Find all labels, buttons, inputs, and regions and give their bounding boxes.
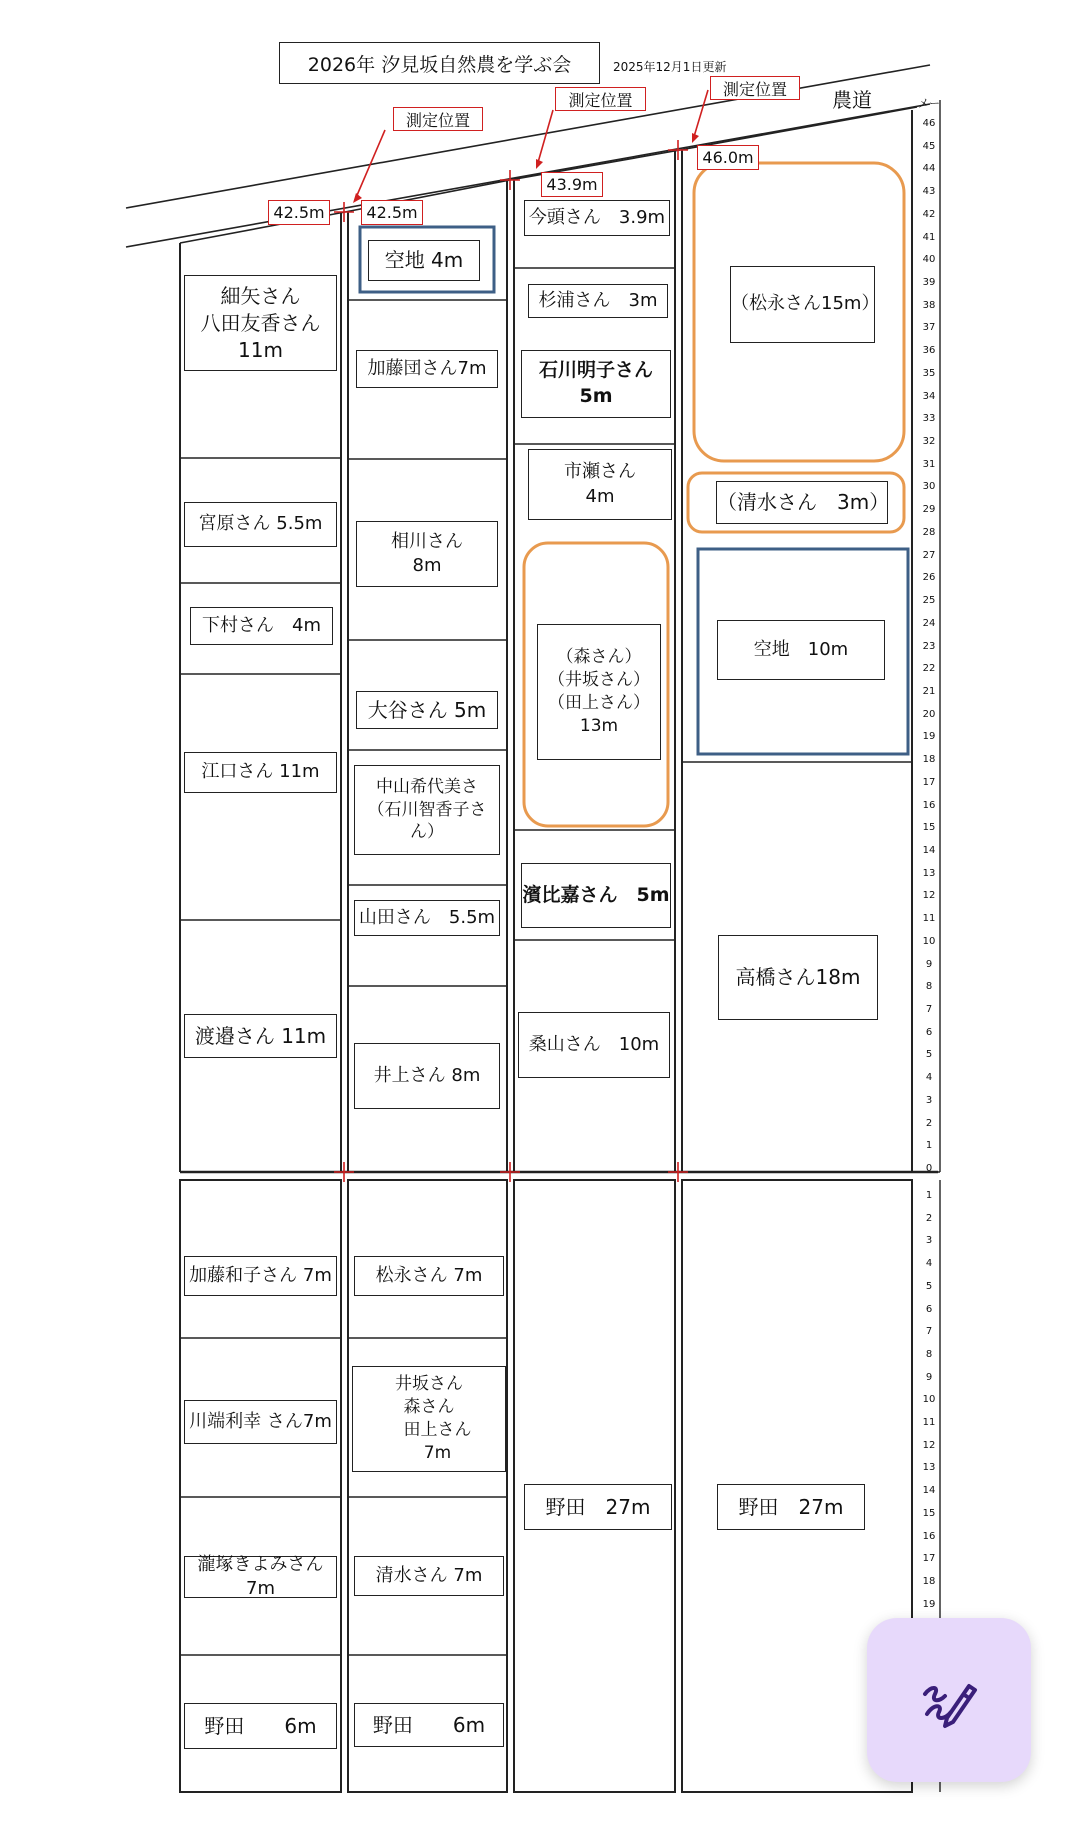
- plot-label: 高橋さん18m: [718, 935, 878, 1020]
- scale-tick-label: 44: [922, 163, 936, 175]
- scale-tick-label: 42: [922, 208, 936, 220]
- plot-label: （森さん） （井坂さん） （田上さん） 13m: [537, 624, 661, 760]
- plot-label: 渡邉さん 11m: [184, 1014, 337, 1058]
- scale-tick-label: 8: [925, 1348, 933, 1360]
- plot-label: 加藤和子さん 7m: [184, 1256, 337, 1296]
- scale-tick-label: 21: [922, 685, 936, 697]
- measure-position-label: 測定位置: [555, 87, 646, 111]
- scale-tick-label: 41: [922, 231, 936, 243]
- scale-tick-label: 45: [922, 140, 936, 152]
- scale-tick-label: 10: [922, 1394, 936, 1406]
- scale-tick-label: 9: [925, 1371, 933, 1383]
- scale-tick-label: 46: [922, 118, 936, 129]
- plot-label: 大谷さん 5m: [356, 691, 498, 729]
- scale-tick-label: 13: [922, 867, 936, 879]
- plot-label: 松永さん 7m: [354, 1256, 504, 1296]
- plot-label: 細矢さん 八田友香さん 11m: [184, 275, 337, 371]
- scale-tick-label: 28: [922, 526, 936, 538]
- scale-tick-label: 40: [922, 254, 936, 266]
- scale-tick-label: 19: [922, 731, 936, 743]
- scale-tick-label: 43: [922, 186, 936, 198]
- scale-tick-label: 12: [922, 1439, 936, 1451]
- plot-label: 桑山さん 10m: [518, 1012, 670, 1078]
- scale-tick-label: 7: [925, 1003, 933, 1015]
- measure-value: 46.0m: [697, 145, 759, 170]
- scale-tick-label: 2: [925, 1117, 933, 1129]
- scale-tick-label: 11: [922, 913, 936, 925]
- scale-tick-label: 15: [922, 1507, 936, 1519]
- scale-tick-label: 17: [922, 1553, 936, 1565]
- measure-value: 42.5m: [268, 200, 330, 225]
- scale-tick-label: 27: [922, 549, 936, 561]
- plot-label: 野田 6m: [354, 1703, 504, 1747]
- edit-button[interactable]: [867, 1618, 1031, 1782]
- plot-label: 清水さん 7m: [354, 1556, 504, 1596]
- measure-position-label: 測定位置: [393, 107, 483, 131]
- plot-label: 下村さん 4m: [190, 607, 333, 645]
- plot-label: 杉浦さん 3m: [528, 284, 668, 318]
- scale-tick-label: 3: [925, 1235, 933, 1247]
- plot-label: 空地 4m: [368, 240, 480, 281]
- scale-tick-label: 35: [922, 367, 936, 379]
- measure-value: 42.5m: [361, 200, 423, 225]
- plot-label: 野田 6m: [184, 1703, 337, 1749]
- plot-label: 相川さん 8m: [356, 521, 498, 587]
- page-title: 2026年 汐見坂自然農を学ぶ会: [279, 42, 600, 84]
- scale-tick-label: 23: [922, 640, 936, 652]
- plot-label: 市瀬さん 4m: [528, 449, 672, 520]
- scale-tick-label: 10: [922, 935, 936, 947]
- scale-tick-label: 36: [922, 345, 936, 357]
- plot-label: （松永さん15m）: [730, 266, 875, 343]
- scale-tick-label: 37: [922, 322, 936, 334]
- plot-label: 瀧塚きよみさん7m: [184, 1556, 337, 1598]
- scale-tick-label: 14: [922, 844, 936, 856]
- scale-tick-label: 19: [922, 1598, 936, 1610]
- scale-tick-label: 17: [922, 776, 936, 788]
- scale-tick-label: 25: [922, 595, 936, 607]
- plot-label: 井坂さん 森さん 田上さん 7m: [352, 1366, 506, 1472]
- scale-tick-label: 30: [922, 481, 936, 493]
- scale-tick-label: 39: [922, 277, 936, 289]
- scale-tick-label: 18: [922, 1575, 936, 1587]
- scale-tick-label: 13: [922, 1462, 936, 1474]
- plot-label: 井上さん 8m: [354, 1043, 500, 1109]
- scale-tick-label: 8: [925, 981, 933, 993]
- plot-label: 山田さん 5.5m: [354, 900, 500, 936]
- scale-tick-label: 9: [925, 958, 933, 970]
- plot-label: 川端利幸 さん7m: [184, 1400, 337, 1444]
- plot-label: 宮原さん 5.5m: [184, 502, 337, 547]
- plot-label: 濱比嘉さん 5m: [521, 863, 671, 928]
- scale-tick-label: 16: [922, 1530, 936, 1542]
- scale-tick-label: 5: [925, 1049, 933, 1061]
- scale-tick-label: 18: [922, 754, 936, 766]
- plot-label: 空地 10m: [717, 620, 885, 680]
- plot-label: 石川明子さん 5m: [521, 350, 671, 418]
- scale-tick-label: 3: [925, 1094, 933, 1106]
- scale-tick-label: 11: [922, 1417, 936, 1428]
- plot-label: 加藤団さん7m: [356, 350, 498, 388]
- plot-label: 中山希代美さ （石川智香子さ ん）: [354, 765, 500, 855]
- scale-tick-label: 1: [925, 1190, 933, 1201]
- scale-tick-label: 4: [925, 1258, 933, 1270]
- plot-label: （清水さん 3m）: [716, 481, 888, 524]
- scale-tick-label: 22: [922, 663, 936, 675]
- scale-tick-label: 32: [922, 436, 936, 448]
- road-label: 農道: [832, 88, 872, 112]
- pen-edit-icon: [917, 1668, 981, 1732]
- scale-tick-label: 33: [922, 413, 936, 425]
- scale-tick-label: 16: [922, 799, 936, 811]
- scale-tick-label: 31: [922, 458, 936, 470]
- measure-value: 43.9m: [541, 172, 603, 197]
- meter-label: メー: [918, 97, 940, 110]
- plot-label: 野田 27m: [717, 1484, 865, 1530]
- scale-tick-label: 0: [925, 1163, 933, 1174]
- scale-tick-label: 38: [922, 299, 936, 311]
- measure-position-label: 測定位置: [710, 76, 800, 100]
- updated-date: 2025年12月1日更新: [613, 60, 727, 74]
- scale-tick-label: 4: [925, 1072, 933, 1084]
- scale-tick-label: 1: [925, 1140, 933, 1152]
- scale-tick-label: 7: [925, 1326, 933, 1338]
- scale-tick-label: 15: [922, 822, 936, 834]
- plot-label: 江口さん 11m: [184, 752, 337, 793]
- scale-tick-label: 26: [922, 572, 936, 584]
- scale-tick-label: 14: [922, 1485, 936, 1497]
- scale-tick-label: 5: [925, 1280, 933, 1292]
- plot-label: 野田 27m: [524, 1484, 672, 1530]
- scale-tick-label: 29: [922, 504, 936, 516]
- plot-label: 今頭さん 3.9m: [524, 200, 670, 236]
- scale-tick-label: 24: [922, 617, 936, 629]
- scale-tick-label: 2: [925, 1212, 933, 1224]
- scale-tick-label: 6: [925, 1026, 933, 1038]
- scale-tick-label: 12: [922, 890, 936, 902]
- scale-tick-label: 34: [922, 390, 936, 402]
- scale-tick-label: 20: [922, 708, 936, 720]
- scale-tick-label: 6: [925, 1303, 933, 1315]
